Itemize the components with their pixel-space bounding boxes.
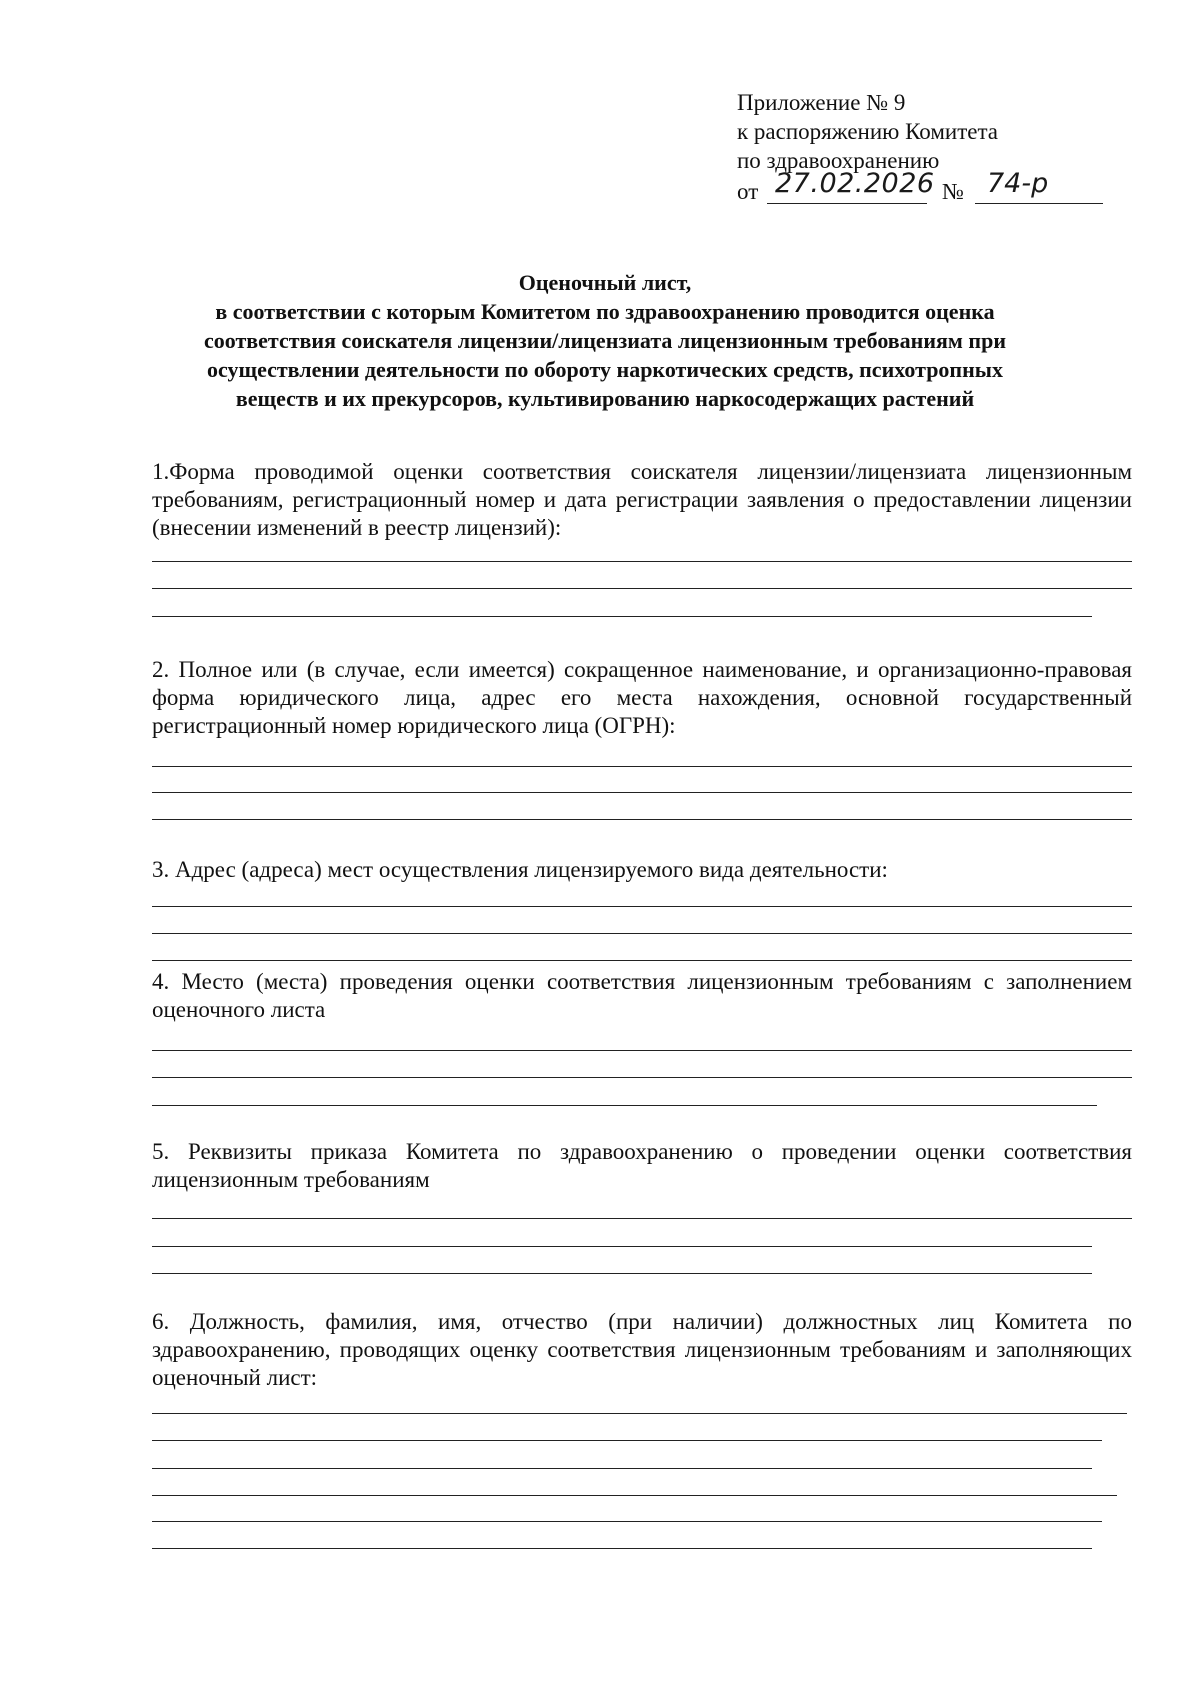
order-date-number-row (737, 168, 1117, 207)
appendix-committee: по здравоохранению (737, 148, 940, 173)
section-3 (152, 856, 1132, 884)
fill-line (152, 766, 1132, 767)
section-2-text: 2. Полное или (в случае, если имеется) сокращенное наименование, и организационно-правовая форма юридического лица, адрес его места нахождения, основной государственный регистрационный номер юридического лица (ОГРН): (152, 657, 1132, 738)
fill-line (152, 1077, 1132, 1078)
section-4-text: 4. Место (места) проведения оценки соответствия лицензионным требованиям с заполнением оценочного листа (152, 969, 1132, 1022)
title-line: в соответствии с которым Комитетом по здравоохранению проводится оценка (215, 299, 995, 324)
fill-line (152, 1521, 1102, 1522)
section-1 (152, 458, 1132, 542)
fill-line (152, 1495, 1117, 1496)
fill-line (152, 1413, 1127, 1414)
appendix-header (737, 88, 1117, 207)
date-prefix-label: от (737, 179, 759, 204)
title-line: соответствия соискателя лицензии/лицензиата лицензионным требованиям при (203, 328, 1007, 353)
section-1-text: 1.Форма проводимой оценки соответствия соискателя лицензии/лицензиата лицензионным требованиям, регистрационный номер и дата регистрации заявления о предоставлении лицензии (внесении изменений в реестр лицензий): (152, 459, 1132, 540)
fill-line (152, 1218, 1132, 1219)
document-title (150, 268, 1060, 413)
fill-line (152, 1440, 1102, 1441)
fill-line (152, 561, 1132, 562)
order-number-field (975, 169, 1103, 204)
section-4 (152, 968, 1132, 1024)
section-5-text: 5. Реквизиты приказа Комитета по здравоохранению о проведении оценки соответствия лицензионным требованиям (152, 1139, 1132, 1192)
fill-line (152, 933, 1132, 934)
fill-line (152, 1246, 1092, 1247)
section-3-text: 3. Адрес (адреса) мест осуществления лицензируемого вида деятельности: (152, 857, 888, 882)
fill-line (152, 819, 1132, 820)
appendix-order-ref: к распоряжению Комитета (737, 119, 998, 144)
fill-line (152, 906, 1132, 907)
fill-line (152, 792, 1132, 793)
fill-line (152, 1548, 1092, 1549)
appendix-number: Приложение № 9 (737, 90, 906, 115)
section-2 (152, 656, 1132, 740)
order-date-field (767, 168, 935, 204)
fill-line (152, 1468, 1092, 1469)
title-line: осуществлении деятельности по обороту наркотических средств, психотропных (207, 357, 1003, 382)
fill-line (152, 1050, 1132, 1051)
title-line: Оценочный лист, (518, 270, 692, 295)
fill-line (152, 616, 1092, 617)
handwritten-number: 74-р (987, 168, 1049, 199)
section-6-text: 6. Должность, фамилия, имя, отчество (при наличии) должностных лиц Комитета по здравоохранению, проводящих оценку соответствия лицензионным требованиям и заполняющих оценочный лист: (152, 1309, 1132, 1390)
section-5 (152, 1138, 1132, 1194)
section-6 (152, 1308, 1132, 1392)
fill-line (152, 1273, 1092, 1274)
fill-line (152, 1105, 1097, 1106)
fill-line (152, 588, 1132, 589)
title-line: веществ и их прекурсоров, культивированию наркосодержащих растений (235, 386, 975, 411)
number-sign-label: № (942, 179, 964, 204)
handwritten-date: 27.02.2026 (775, 168, 935, 199)
fill-line (152, 960, 1132, 961)
